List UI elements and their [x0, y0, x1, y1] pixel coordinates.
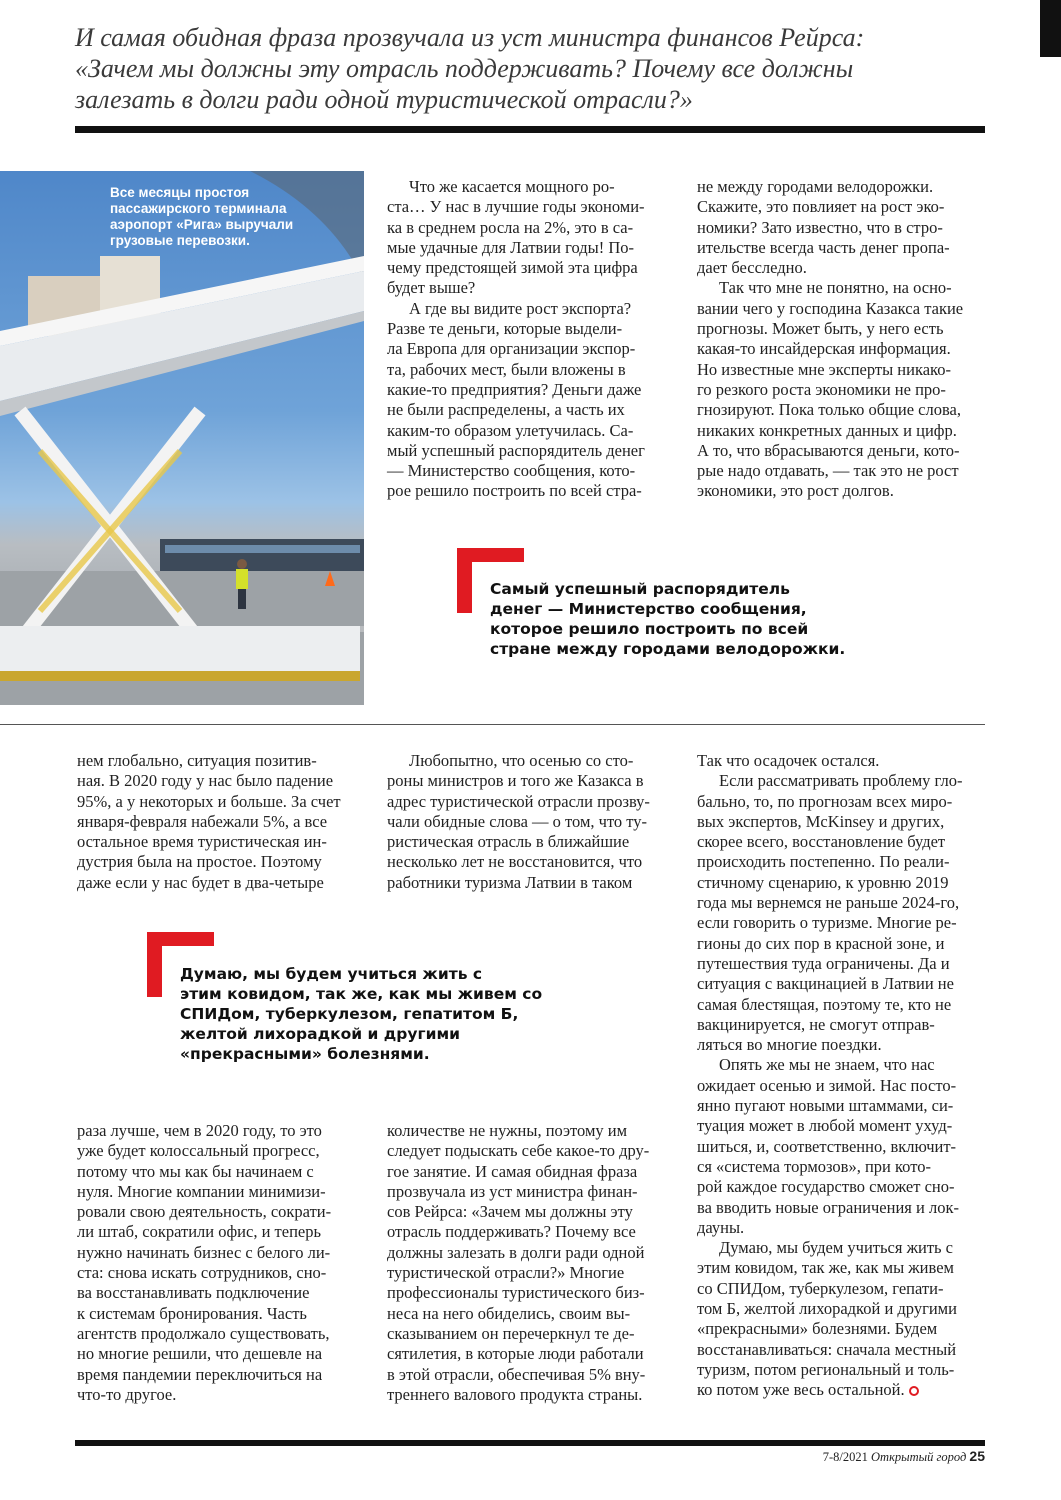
pullquote-line: Думаю, мы будем учиться жить с: [180, 965, 483, 983]
text-line: ристическая отрасль в ближайшие: [387, 832, 630, 852]
text-line: Так что мне не понятно, на осно-: [719, 278, 952, 298]
text-line: бально, то, по прогнозам всех миро-: [697, 791, 953, 811]
text-line: ляться во многие поездки.: [697, 1035, 882, 1055]
text-line: но многие решили, что дешевле на: [77, 1344, 323, 1364]
text-line: туация может в любой момент ухуд-: [697, 1116, 953, 1136]
text-line: треннего валового продукта страны.: [387, 1384, 643, 1404]
magazine-name: Открытый город: [871, 1450, 967, 1464]
section-divider: [0, 724, 985, 725]
caption-line: пассажирского терминала: [110, 201, 287, 216]
text-line: шиться, и, соответственно, включит-: [697, 1136, 957, 1156]
text-line: ожидает осенью и зимой. Нас посто-: [697, 1075, 957, 1095]
text-line: Опять же мы не знаем, что нас: [719, 1055, 935, 1075]
corner-tab: [1040, 0, 1061, 57]
text-line: Любопытно, что осенью со сто-: [409, 751, 634, 770]
text-line: раза лучше, чем в 2020 году, то это: [77, 1121, 322, 1140]
text-line: со СПИДом, туберкулезом, гепати-: [697, 1278, 944, 1298]
text-line: какая-то инсайдерская информация.: [697, 339, 951, 359]
text-line: ва восстанавливать подключение: [77, 1283, 310, 1303]
text-line: роны министров и того же Казакса в: [387, 771, 644, 791]
text-line: 95%, а у некоторых и больше. За счет: [77, 791, 341, 811]
mid-column-2: [387, 751, 677, 893]
airport-cargo-photo: [0, 171, 364, 705]
footer-rule: [75, 1440, 985, 1446]
pullquote-line: этим ковидом, так же, как мы живем со: [180, 985, 543, 1003]
text-line: ровали свою деятельность, сократи-: [77, 1202, 332, 1222]
text-line: экономики, это рост долгов.: [697, 481, 894, 501]
text-line: «прекрасными» болезнями. Будем: [697, 1319, 938, 1339]
text-line: какие-то предприятия? Деньги даже: [387, 379, 642, 399]
text-line: ная. В 2020 году у нас было падение: [77, 771, 334, 791]
top-column-2: [387, 177, 677, 502]
pullquote-line: денег — Министерство сообщения,: [490, 600, 807, 618]
text-line: самая блестящая, поэтому те, кто не: [697, 994, 952, 1014]
text-line: года мы вернемся не раньше 2024-го,: [697, 893, 960, 913]
text-line: ста… У нас в лучшие годы экономи-: [387, 197, 645, 217]
text-line: рой каждое государство сможет сно-: [697, 1177, 955, 1197]
text-line: происходить постепенно. По реали-: [697, 852, 950, 872]
text-line: дустрия была на простое. Поэтому: [77, 852, 322, 872]
text-line: даже если у нас будет в два-четыре: [77, 872, 324, 892]
text-line: янно пугают новыми штаммами, си-: [697, 1096, 954, 1116]
text-line: в этой отрасли, обеспечивая 5% вну-: [387, 1364, 646, 1384]
text-line: чему предстоящей зимой эта цифра: [387, 258, 638, 278]
issue-number: 7-8/2021: [822, 1450, 868, 1464]
text-line: ва вводить новые ограничения и лок-: [697, 1197, 959, 1217]
text-line: А то, что вбрасываются деньги, кото-: [697, 440, 960, 460]
text-line: ко потом уже весь остальной.: [697, 1380, 905, 1400]
bottom-column-2: [387, 1121, 677, 1405]
text-line: этим ковидом, так же, как мы живем: [697, 1258, 954, 1278]
pullquote-2: [180, 964, 542, 1064]
text-line: что-то другое.: [77, 1384, 177, 1404]
text-line: Думаю, мы будем учиться жить с: [719, 1238, 953, 1258]
pullquote-line: СПИДом, туберкулезом, гепатитом Б,: [180, 1005, 519, 1023]
text-line: — Министерство сообщения, кото-: [387, 461, 636, 481]
column-3: [697, 751, 987, 1401]
text-line: Но известные мне эксперты никако-: [697, 359, 951, 379]
text-line: отрасль поддерживать? Почему все: [387, 1222, 636, 1242]
text-line: должны залезать в долги ради одной: [387, 1242, 645, 1262]
text-line: Если рассматривать проблему гло-: [719, 771, 963, 791]
text-line: ли штаб, сократили офис, и теперь: [77, 1222, 322, 1242]
text-line: вых экспертов, McKinsey и других,: [697, 811, 945, 831]
text-line: ка в среднем росла на 2%, это в са-: [387, 217, 634, 237]
text-line: если говорить о туризме. Многие ре-: [697, 913, 957, 933]
text-line: восстанавливаться: сначала местный: [697, 1339, 957, 1359]
text-line: сказыванием он перечеркнул те де-: [387, 1323, 635, 1343]
text-line: будет выше?: [387, 278, 476, 298]
page-number: 25: [969, 1448, 985, 1464]
text-line: туризм, потом региональный и толь-: [697, 1359, 955, 1379]
pullquote-line: желтой лихорадкой и другими: [180, 1025, 460, 1043]
text-line: туристической отрасли?» Многие: [387, 1263, 625, 1283]
text-line: уже будет колоссальный прогресс,: [77, 1141, 320, 1161]
text-line: прогнозы. Может быть, у него есть: [697, 319, 944, 339]
text-line: следует подыскать себе какое-то дру-: [387, 1141, 650, 1161]
text-line: Разве те деньги, которые выдели-: [387, 319, 623, 339]
text-line: ся «система тормозов», при кото-: [697, 1156, 931, 1176]
text-line: сятилетия, в которые люди работали: [387, 1344, 644, 1364]
caption-line: Все месяцы простоя: [110, 185, 250, 200]
text-line: стичному сценарию, к уровню 2019: [697, 872, 949, 892]
text-line: рое решило построить по всей стра-: [387, 481, 642, 501]
text-line: дает бесследно.: [697, 258, 807, 278]
text-line: агентств продолжало существовать,: [77, 1323, 330, 1343]
text-line: работники туризма Латвии в таком: [387, 872, 633, 892]
header-quote-line: И самая обидная фраза прозвучала из уст министра финансов Рейрса:: [75, 23, 865, 52]
text-line: к системам бронирования. Часть: [77, 1303, 307, 1323]
page-footer: [823, 1448, 985, 1465]
text-line: адрес туристической отрасли прозву-: [387, 791, 650, 811]
text-line: ительстве всегда часть денег пропа-: [697, 237, 950, 257]
text-line: никаких конкретных данных и цифр.: [697, 420, 957, 440]
pullquote-1: [490, 579, 845, 659]
text-line: нужно начинать бизнес с белого ли-: [77, 1242, 331, 1262]
text-line: не были распределены, а часть их: [387, 400, 625, 420]
text-line: дауны.: [697, 1217, 745, 1237]
text-line: скорее всего, восстановление будет: [697, 832, 946, 852]
text-line: сов Рейрса: «Зачем мы должны эту: [387, 1202, 633, 1222]
top-column-3: [697, 177, 987, 502]
end-of-article-icon: [909, 1386, 919, 1396]
caption-line: аэропорт «Рига» выручали: [110, 217, 294, 232]
pullquote-line: стране между городами велодорожки.: [490, 640, 846, 658]
text-line: каким-то образом улетучилась. Са-: [387, 420, 634, 440]
pullquote-line: «прекрасными» болезнями.: [180, 1045, 430, 1063]
text-line: потому что мы как бы начинаем с: [77, 1161, 314, 1181]
pullquote-line: Самый успешный распорядитель: [490, 580, 790, 598]
text-line: гнозируют. Пока только общие слова,: [697, 400, 961, 420]
caption-line: грузовые перевозки.: [110, 233, 250, 248]
text-line: Что же касается мощного ро-: [409, 177, 615, 196]
text-line: ста: снова искать сотрудников, сно-: [77, 1263, 327, 1283]
text-line: чали обидные слова — о том, что ту-: [387, 811, 648, 831]
mid-column-1: [77, 751, 367, 893]
text-line: прозвучала из уст министра финан-: [387, 1181, 638, 1201]
text-line: количестве не нужны, поэтому им: [387, 1121, 628, 1140]
text-line: мые удачные для Латвии годы! По-: [387, 237, 635, 257]
text-line: том Б, желтой лихорадкой и другими: [697, 1299, 957, 1319]
header-quote-line: залезать в долги ради одной туристической отрасли?»: [75, 85, 693, 114]
text-line: ситуация с вакцинацией в Латвии не: [697, 974, 954, 994]
text-line-last: [697, 1380, 987, 1400]
text-line: Скажите, это повлияет на рост эко-: [697, 197, 945, 217]
cargo-loader-illustration: [0, 171, 364, 705]
pullquote-mark-side: [147, 932, 162, 997]
bottom-column-1: [77, 1121, 367, 1405]
pullquote-line: которое решило построить по всей: [490, 620, 809, 638]
text-line: вании чего у господина Казакса такие: [697, 298, 964, 318]
text-line: го резкого роста экономики не про-: [697, 379, 946, 399]
text-line: А где вы видите рост экспорта?: [409, 298, 632, 318]
text-line: гионы до сих пор в красной зоне, и: [697, 933, 945, 953]
pullquote-mark-side: [457, 548, 472, 613]
photo-caption: [110, 185, 340, 249]
text-line: вакцинируется, не смогут отправ-: [697, 1014, 935, 1034]
text-line: неса на него обиделись, своим вы-: [387, 1303, 631, 1323]
text-line: не между городами велодорожки.: [697, 177, 934, 196]
text-line: нем глобально, ситуация позитив-: [77, 751, 317, 770]
header-rule: [75, 126, 985, 133]
text-line: путешествия туда ограничены. Да и: [697, 953, 950, 973]
text-line: рые надо отдавать, — так это не рост: [697, 461, 959, 481]
text-line: профессионалы туристического биз-: [387, 1283, 645, 1303]
header-quote-line: «Зачем мы должны эту отрасль поддерживать? Почему все должны: [75, 54, 854, 83]
text-line: Так что осадочек остался.: [697, 751, 880, 770]
text-line: та, рабочих мест, были вложены в: [387, 359, 626, 379]
header-quote: [75, 22, 975, 115]
text-line: мый успешный распорядитель денег: [387, 440, 645, 460]
text-line: остальное время туристическая ин-: [77, 832, 327, 852]
text-line: гое занятие. И самая обидная фраза: [387, 1161, 638, 1181]
text-line: января-февраля набежали 5%, а все: [77, 811, 328, 831]
text-line: номики? Зато известно, что в стро-: [697, 217, 943, 237]
text-line: время пандемии переключиться на: [77, 1364, 323, 1384]
text-line: несколько лет не восстановится, что: [387, 852, 643, 872]
text-line: нуля. Многие компании минимизи-: [77, 1181, 326, 1201]
text-line: ла Европа для организации экспор-: [387, 339, 636, 359]
